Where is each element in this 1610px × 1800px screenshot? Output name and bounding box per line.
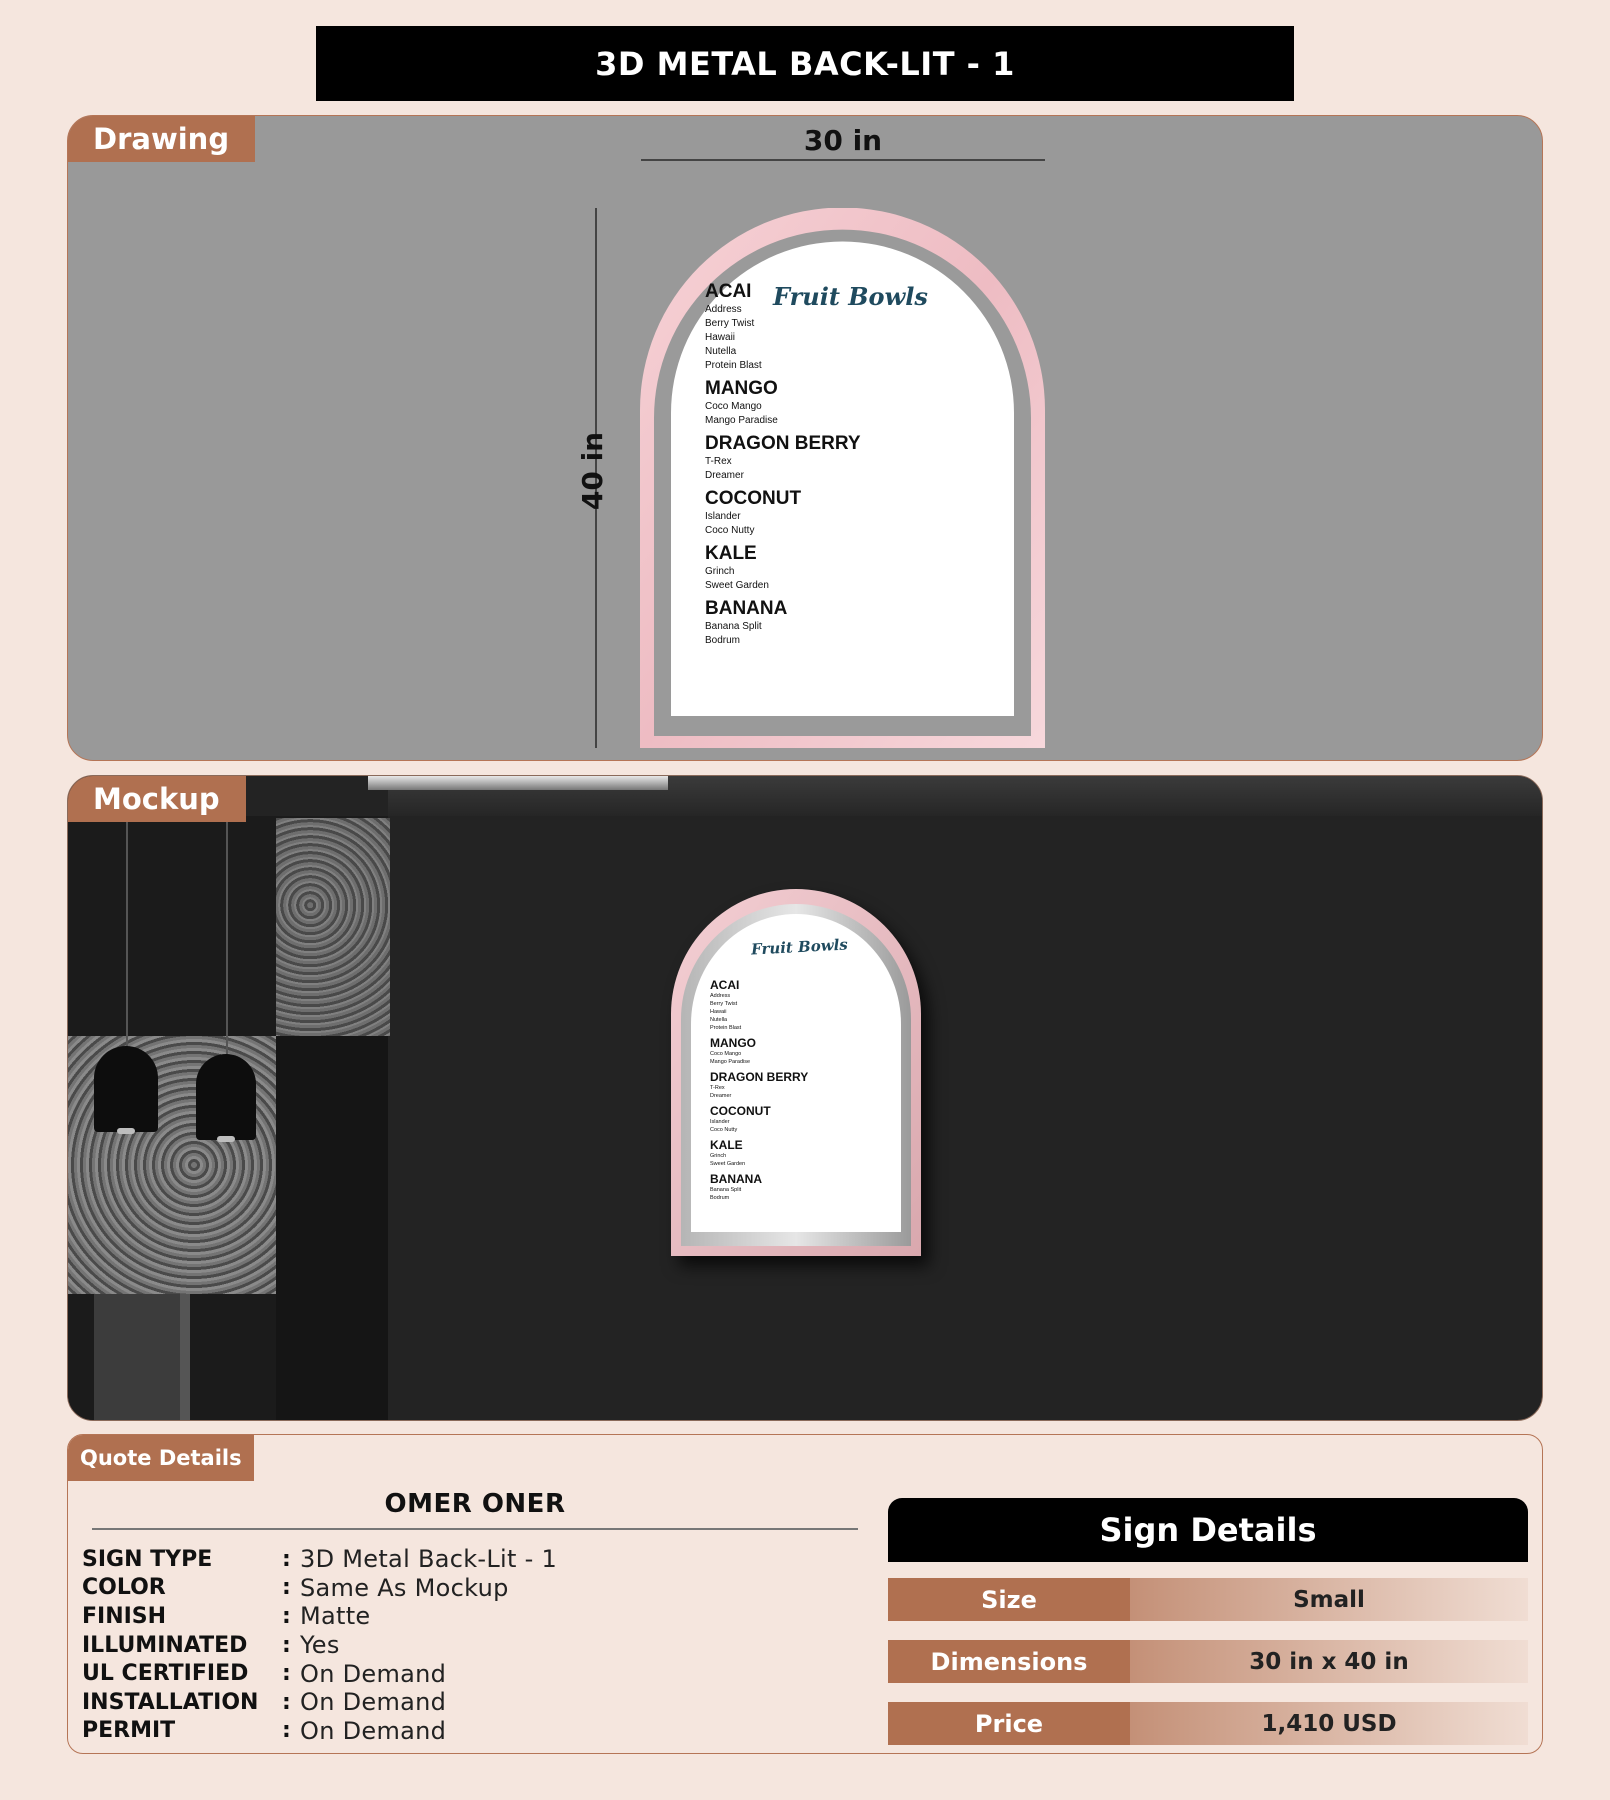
menu-category: ACAI bbox=[705, 281, 752, 302]
menu-item: Mango Paradise bbox=[705, 415, 778, 426]
drawing-panel bbox=[67, 115, 1543, 761]
menu-item: Sweet Garden bbox=[705, 580, 769, 591]
quote-details-panel bbox=[67, 1434, 1543, 1754]
spec-row bbox=[82, 1574, 557, 1603]
menu-category: KALE bbox=[710, 1138, 743, 1152]
spec-colon: : bbox=[282, 1575, 291, 1601]
sign-detail-row-size bbox=[888, 1578, 1528, 1621]
menu-item: Banana Split bbox=[710, 1187, 742, 1193]
menu-item: Coco Nutty bbox=[710, 1127, 738, 1133]
lamp-glow bbox=[217, 1136, 235, 1142]
spec-colon: : bbox=[282, 1603, 291, 1629]
spec-table bbox=[82, 1545, 557, 1745]
menu-item: Protein Blast bbox=[705, 360, 762, 371]
menu-item: Coco Nutty bbox=[705, 525, 755, 536]
menu-category: COCONUT bbox=[705, 488, 802, 509]
spec-value: Matte bbox=[300, 1602, 371, 1631]
sign-detail-row-dimensions bbox=[888, 1640, 1528, 1683]
menu-category: BANANA bbox=[710, 1172, 762, 1186]
menu-item: Grinch bbox=[710, 1153, 727, 1159]
spec-key: FINISH bbox=[82, 1603, 167, 1629]
menu-category: DRAGON BERRY bbox=[710, 1070, 809, 1084]
mockup-panel bbox=[67, 775, 1543, 1421]
menu-item: Hawaii bbox=[710, 1009, 727, 1015]
width-dimension-line bbox=[641, 159, 1045, 161]
menu-item: Berry Twist bbox=[710, 1001, 738, 1007]
menu-item: Address bbox=[705, 304, 742, 315]
menu-item: Coco Mango bbox=[705, 401, 762, 412]
sign-details-header: Sign Details bbox=[888, 1498, 1528, 1562]
menu-category: MANGO bbox=[705, 378, 778, 399]
pendant-cord bbox=[126, 816, 128, 1052]
spec-row bbox=[82, 1602, 557, 1631]
menu-category: KALE bbox=[705, 543, 757, 564]
spec-key: UL CERTIFIED bbox=[82, 1661, 249, 1687]
pendant-lamp-icon bbox=[94, 1046, 158, 1132]
menu-item: Banana Split bbox=[705, 621, 762, 632]
menu-item: Sweet Garden bbox=[710, 1161, 746, 1167]
menu-item: Bodrum bbox=[710, 1195, 730, 1201]
detail-key: Dimensions bbox=[888, 1640, 1130, 1683]
spec-key: COLOR bbox=[82, 1575, 166, 1601]
mockup-tab: Mockup bbox=[68, 776, 246, 822]
client-divider bbox=[92, 1528, 858, 1530]
spec-colon: : bbox=[282, 1718, 291, 1744]
spec-row bbox=[82, 1659, 557, 1688]
menu-item: Berry Twist bbox=[705, 318, 755, 329]
menu-item: Mango Paradise bbox=[710, 1059, 751, 1065]
height-dimension-label: 40 in bbox=[576, 431, 609, 511]
menu-category: ACAI bbox=[710, 978, 740, 992]
menu-title: Fruit Bowls bbox=[773, 282, 928, 311]
spec-key: INSTALLATION bbox=[82, 1689, 259, 1715]
client-name: OMER ONER bbox=[384, 1489, 566, 1519]
spec-colon: : bbox=[282, 1689, 291, 1715]
menu-item: Nutella bbox=[710, 1017, 728, 1023]
menu-item: Dreamer bbox=[710, 1093, 732, 1099]
spec-colon: : bbox=[282, 1661, 291, 1687]
spec-value: Yes bbox=[300, 1631, 340, 1660]
ceiling-light bbox=[368, 776, 668, 790]
mockup-menu-title: Fruit Bowls bbox=[750, 935, 849, 959]
side-cabinet bbox=[94, 1294, 190, 1421]
menu-item: Coco Mango bbox=[710, 1051, 742, 1057]
spec-value: On Demand bbox=[300, 1716, 447, 1745]
pendant-cord bbox=[226, 816, 228, 1058]
menu-item: Islander bbox=[705, 511, 741, 522]
detail-value: 30 in x 40 in bbox=[1130, 1640, 1528, 1683]
spec-key: PERMIT bbox=[82, 1718, 176, 1744]
menu-list bbox=[705, 276, 1025, 648]
spec-value: Same As Mockup bbox=[300, 1573, 509, 1602]
menu-item: Dreamer bbox=[705, 470, 744, 481]
spec-row bbox=[82, 1631, 557, 1660]
drawing-tab: Drawing bbox=[68, 116, 255, 162]
width-dimension-label: 30 in bbox=[803, 124, 883, 157]
spec-row bbox=[82, 1688, 557, 1717]
spec-row bbox=[82, 1545, 557, 1574]
spec-value: On Demand bbox=[300, 1659, 447, 1688]
detail-key: Size bbox=[888, 1578, 1130, 1621]
menu-item: Hawaii bbox=[705, 332, 736, 343]
spec-value: On Demand bbox=[300, 1688, 447, 1717]
dark-wall-block bbox=[276, 1036, 388, 1421]
menu-category: MANGO bbox=[710, 1036, 756, 1050]
mockup-menu-list bbox=[710, 974, 910, 1202]
pendant-lamp-icon bbox=[196, 1054, 256, 1140]
page-title: 3D METAL BACK-LIT - 1 bbox=[316, 26, 1294, 101]
spec-value: 3D Metal Back-Lit - 1 bbox=[300, 1545, 558, 1574]
menu-item: Address bbox=[710, 993, 731, 999]
spec-key: SIGN TYPE bbox=[82, 1546, 213, 1572]
menu-item: T-Rex bbox=[710, 1085, 725, 1091]
menu-category: DRAGON BERRY bbox=[705, 433, 861, 454]
marble-panel-upper bbox=[276, 818, 390, 1036]
detail-value: Small bbox=[1130, 1578, 1528, 1621]
spec-colon: : bbox=[282, 1546, 291, 1572]
lamp-glow bbox=[117, 1128, 135, 1134]
detail-value: 1,410 USD bbox=[1130, 1702, 1528, 1745]
menu-item: Protein Blast bbox=[710, 1025, 742, 1031]
sign-detail-row-price bbox=[888, 1702, 1528, 1745]
menu-item: Islander bbox=[710, 1119, 730, 1125]
quote-details-tab: Quote Details bbox=[68, 1435, 254, 1481]
spec-colon: : bbox=[282, 1632, 291, 1658]
spec-key: ILLUMINATED bbox=[82, 1632, 248, 1658]
menu-item: T-Rex bbox=[705, 456, 732, 467]
menu-item: Grinch bbox=[705, 566, 735, 577]
menu-category: COCONUT bbox=[710, 1104, 771, 1118]
detail-key: Price bbox=[888, 1702, 1130, 1745]
menu-category: BANANA bbox=[705, 598, 788, 619]
menu-item: Nutella bbox=[705, 346, 737, 357]
spec-row bbox=[82, 1717, 557, 1746]
menu-item: Bodrum bbox=[705, 635, 741, 646]
